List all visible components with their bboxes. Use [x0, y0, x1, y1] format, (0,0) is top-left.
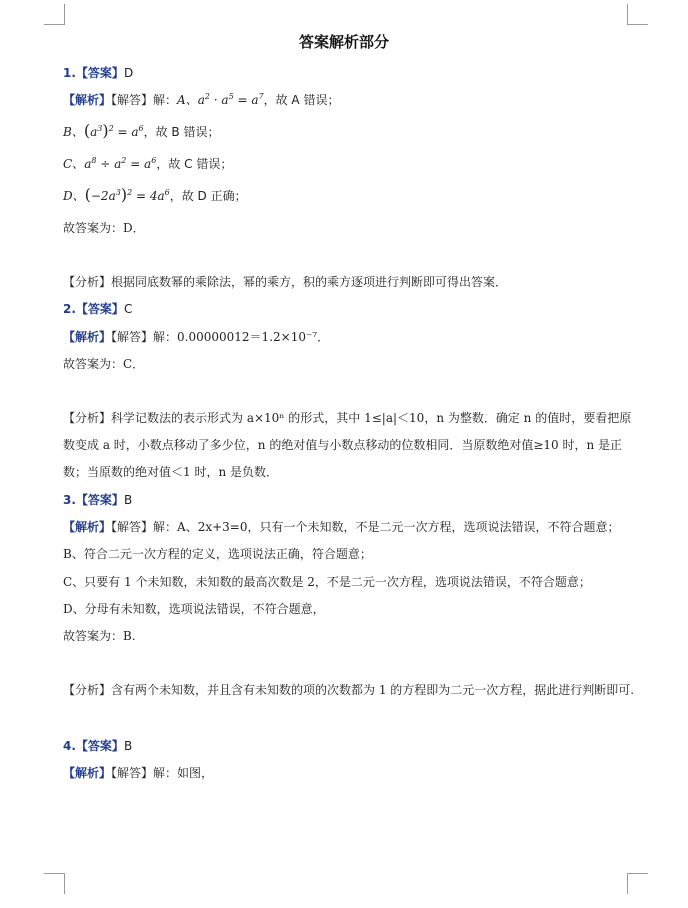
q4-solution-tag: 【解答】 — [111, 766, 154, 780]
q1-optB-label: B、 — [63, 125, 84, 139]
q3-line-a: 解：A、2x+3=0，只有一个未知数，不是二元一次方程，选项说法错误，不符合题意； — [153, 520, 620, 534]
q1-optD-formula: $(-2a^3)^2 = 4a^6$ — [84, 185, 170, 204]
q2-answer-line — [63, 301, 637, 317]
q3-analysis-tag: 【解析】 — [63, 520, 112, 534]
q2-answer: C — [123, 302, 133, 316]
q1-optB-formula: $(a^3)^2 = a^6$ — [83, 121, 144, 140]
q1-solution-tag: 【解答】 — [111, 93, 154, 107]
q2-solution — [63, 329, 637, 345]
q1-optA-formula: $a^2 \cdot a^5 = a^7$ — [197, 92, 264, 107]
crop-mark-top-left — [44, 4, 65, 25]
q4-number: 4. — [63, 739, 76, 753]
q2-final: 故答案为：C． — [63, 357, 145, 371]
q3-answer-line — [63, 492, 637, 508]
q1-optA-conclusion: ，故 A 错误； — [263, 93, 340, 107]
q1-answer-tag: 【答案】 — [75, 66, 124, 80]
q3-line-c: C、只要有 1 个未知数，未知数的最高次数是 2，不是二元一次方程，选项说法错误，不符合题意； — [63, 575, 591, 589]
crop-mark-top-right — [627, 4, 648, 25]
q3-final: 故答案为：B. — [63, 629, 136, 643]
q4-solve: 解：如图， — [153, 766, 214, 780]
q3-solution-tag: 【解答】 — [111, 520, 154, 534]
q2-answer-tag: 【答案】 — [75, 302, 124, 316]
q3-number: 3. — [63, 493, 76, 507]
q4-solution — [63, 765, 637, 781]
q2-analysis: 【分析】科学记数法的表示形式为 a×10ⁿ 的形式，其中 1≤|a|＜10，n 为整数．确定 n 的值时，要看把原数变成 a 时，小数点移动了多少位，n 的绝对值与小数点移动的位数相同．当原数绝对值≥10 时，n 是正数；当原数的绝对值＜1 时，n 是负数． — [63, 411, 632, 479]
q1-optD-label: D、 — [63, 189, 85, 203]
q1-optC-label: C、 — [63, 157, 85, 171]
q1-final: 故答案为：D． — [63, 221, 145, 235]
q3-line-b: B、符合二元一次方程的定义，选项说法正确，符合题意； — [63, 547, 372, 561]
q4-answer-tag: 【答案】 — [75, 739, 124, 753]
q1-optC-conclusion: ，故 C 错误； — [156, 157, 233, 171]
q1-analysis-tag: 【解析】 — [63, 93, 112, 107]
q1-answer: D — [123, 66, 134, 80]
q2-analysis-tag: 【解析】 — [63, 330, 112, 344]
q2-solve: 解：0.00000012＝1.2×10⁻⁷． — [153, 330, 330, 344]
page-title: 答案解析部分 — [298, 33, 389, 51]
q3-line-d: D、分母有未知数，选项说法错误，不符合题意， — [63, 602, 325, 616]
q1-optD-conclusion: ，故 D 正确； — [169, 189, 247, 203]
q3-analysis: 【分析】含有两个未知数，并且含有未知数的项的次数都为 1 的方程即为二元一次方程，据此进行判断即可. — [63, 683, 635, 697]
crop-mark-bottom-left — [44, 873, 65, 894]
q1-solution-d — [63, 187, 637, 204]
q1-answer-line — [63, 65, 637, 81]
q1-solution-a — [63, 92, 637, 108]
q4-answer: B — [123, 739, 133, 753]
q4-answer-line — [63, 738, 637, 754]
q3-solution-a — [63, 519, 637, 535]
q1-analysis: 【分析】根据同底数幂的乘除法，幂的乘方，积的乘方逐项进行判断即可得出答案． — [63, 275, 508, 289]
q2-number: 2. — [63, 302, 76, 316]
q1-solve-prefix: 解： — [153, 93, 178, 107]
q3-answer-tag: 【答案】 — [75, 493, 124, 507]
q4-analysis-tag: 【解析】 — [63, 766, 112, 780]
q1-optB-conclusion: ，故 B 错误； — [143, 125, 220, 139]
q1-number: 1. — [63, 66, 76, 80]
q2-solution-tag: 【解答】 — [111, 330, 154, 344]
q1-optA-label: A、 — [177, 93, 198, 107]
q1-solution-c — [63, 156, 637, 172]
q1-optC-formula: $a^8 \div a^2 = a^6$ — [84, 156, 157, 171]
q1-solution-b — [63, 123, 637, 140]
q3-answer: B — [123, 493, 133, 507]
crop-mark-bottom-right — [627, 873, 648, 894]
